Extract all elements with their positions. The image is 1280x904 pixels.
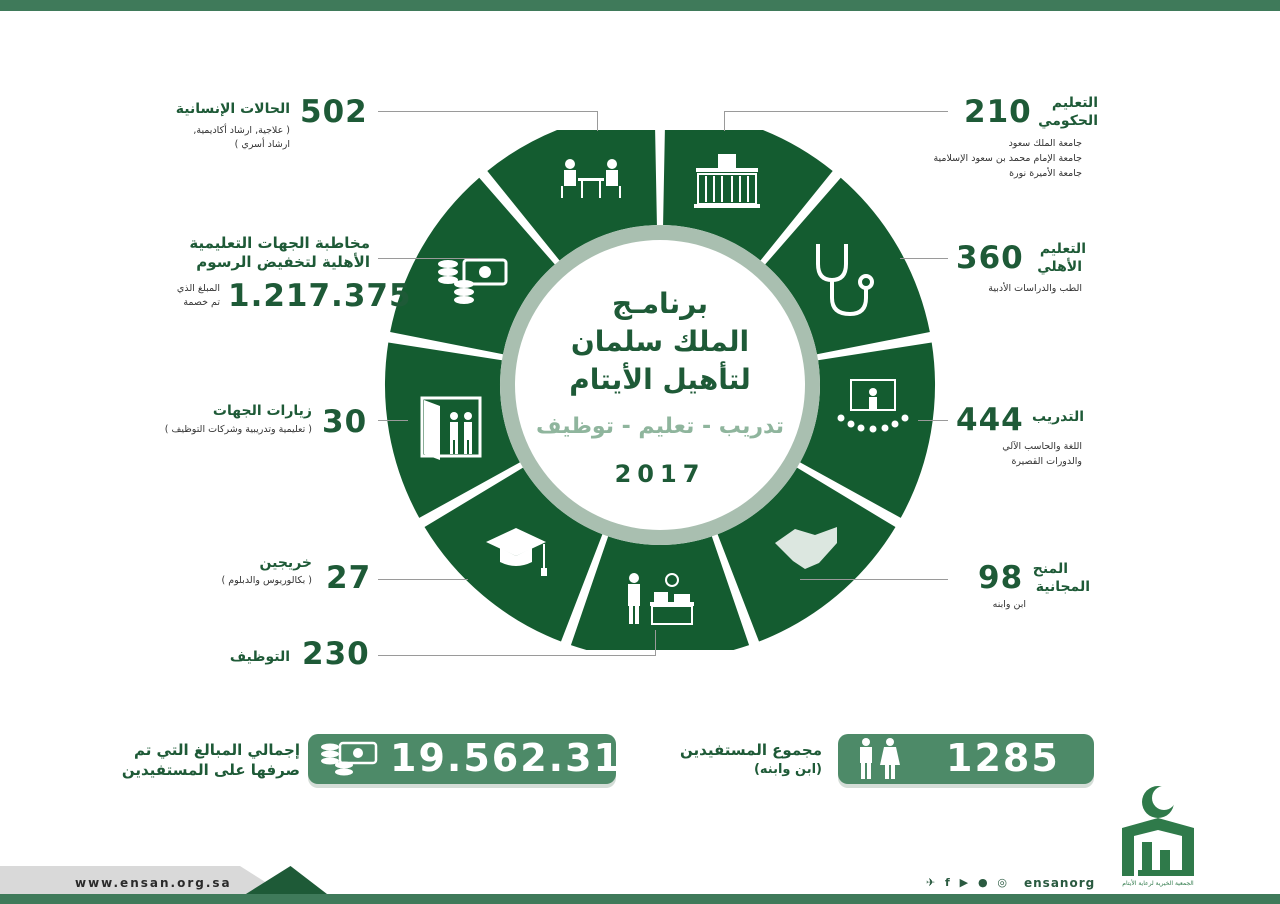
ensan-logo — [1116, 784, 1200, 880]
training-number: 444 — [956, 402, 1024, 438]
visits-sub1: ( تعليمية وتدريبية وشركات التوظيف ) — [164, 424, 312, 435]
scholarships-number: 98 — [978, 560, 1024, 596]
connector-line — [900, 258, 948, 259]
center-title-line2: الملك سلمان — [570, 325, 750, 358]
training-title: التدريب — [1032, 409, 1084, 425]
top-bar — [0, 0, 1280, 11]
connector-line — [378, 655, 656, 656]
gov-edu-title2: الحكومي — [1038, 113, 1098, 129]
connector-line — [378, 111, 598, 112]
connector-line — [918, 420, 948, 421]
gov-edu-number: 210 — [964, 94, 1032, 130]
total-amount-value: 19.562.310 — [390, 736, 651, 780]
connector-line — [800, 579, 948, 580]
training-sub1: اللغة والحاسب الآلي — [1002, 441, 1082, 452]
logo-caption: الجمعية الخيرية لرعاية الأيتام — [1122, 880, 1194, 887]
private-edu-contact-sub1: المبلغ الذي — [176, 283, 220, 294]
private-edu-sub1: الطب والدراسات الأدبية — [988, 283, 1082, 294]
private-edu-contact-title1: مخاطبة الجهات التعليمية — [189, 234, 370, 252]
bottom-bar — [0, 894, 1280, 904]
private-edu-contact-number: 1.217.375 — [228, 278, 412, 314]
connector-line — [724, 111, 725, 131]
social-handle[interactable]: ensanorg — [1024, 876, 1096, 890]
connector-line — [378, 258, 478, 259]
graduates-number: 27 — [326, 560, 372, 596]
scholarships-title1: المنح — [1032, 561, 1068, 577]
connector-line — [378, 420, 408, 421]
visits-title: زيارات الجهات — [212, 403, 312, 419]
gov-edu-sub2: جامعة الإمام محمد بن سعود الإسلامية — [933, 153, 1082, 164]
center-title — [520, 285, 800, 399]
humanitarian-number: 502 — [300, 94, 368, 130]
graduates-sub1: ( بكالوريوس والدبلوم ) — [221, 575, 312, 586]
total-amount-label2: صرفها على المستفيدين — [121, 761, 300, 779]
social-icons[interactable]: ✈ f ▶ ● ◎ — [926, 876, 1010, 889]
gov-edu-title1: التعليم — [1051, 95, 1098, 111]
center-title-line1: برنامـج — [611, 287, 709, 320]
humanitarian-title: الحالات الإنسانية — [175, 101, 290, 117]
visits-number: 30 — [322, 404, 368, 440]
money-icon — [318, 739, 380, 779]
private-edu-title1: التعليم — [1039, 241, 1086, 257]
private-edu-number: 360 — [956, 240, 1024, 276]
humanitarian-sub1: ( علاجية, ارشاد أكاديمية, — [193, 125, 290, 136]
beneficiaries-label2: (ابن وابنه) — [753, 762, 822, 777]
training-sub2: والدورات القصيرة — [1011, 456, 1082, 467]
scholarships-sub1: ابن وابنه — [992, 599, 1026, 610]
scholarships-title2: المجانية — [1035, 579, 1090, 595]
center-year: 2017 — [614, 460, 706, 488]
connector-line — [378, 579, 468, 580]
connector-line — [724, 111, 948, 112]
humanitarian-sub2: ارشاد أسري ) — [234, 139, 290, 150]
graduates-title: خريجين — [259, 555, 312, 571]
gov-edu-sub1: جامعة الملك سعود — [1008, 138, 1082, 149]
center-title-line3: لتأهيل الأيتام — [569, 363, 751, 396]
total-amount-pill — [308, 734, 651, 784]
total-amount-label1: إجمالي المبالغ التي تم — [133, 741, 300, 759]
employment-number: 230 — [302, 636, 370, 672]
beneficiaries-label1: مجموع المستفيدين — [680, 741, 822, 759]
connector-line — [597, 111, 598, 131]
employment-title: التوظيف — [229, 649, 290, 665]
beneficiaries-value: 1285 — [946, 736, 1060, 780]
parents-icon — [852, 737, 904, 781]
beneficiaries-pill — [838, 734, 1094, 784]
private-edu-contact-sub2: تم خصمة — [183, 297, 220, 308]
private-edu-title2: الأهلي — [1037, 259, 1082, 275]
website-url[interactable]: www.ensan.org.sa — [75, 876, 232, 890]
private-edu-contact-title2: الأهلية لتخفيض الرسوم — [196, 253, 370, 271]
connector-line — [655, 630, 656, 656]
gov-edu-sub3: جامعة الأميرة نورة — [1009, 168, 1082, 179]
center-tagline: تدريب - تعليم - توظيف — [536, 414, 784, 439]
